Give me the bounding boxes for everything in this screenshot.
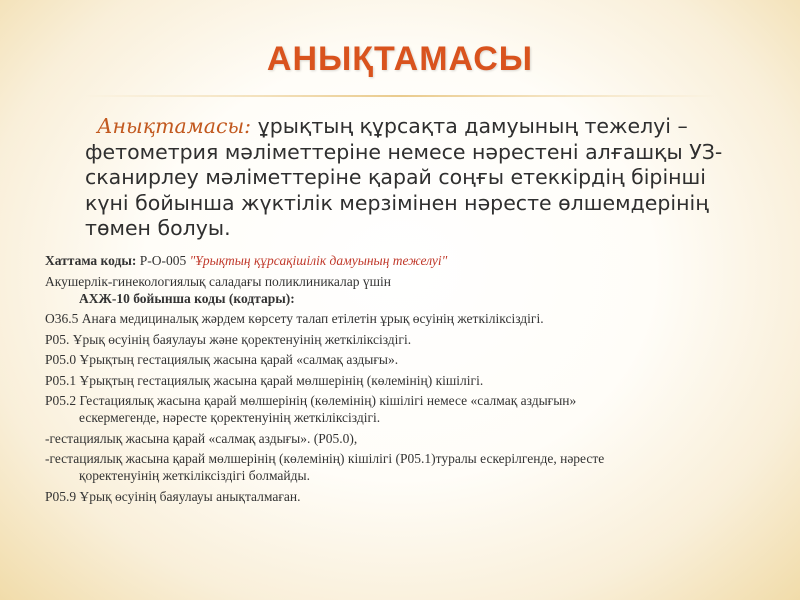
protocol-name: "Ұрықтың құрсақішілік дамуының тежелуі" xyxy=(189,253,448,268)
code-item: -гестациялық жасына қарай «салмақ аздығы». (Р05.0), xyxy=(45,430,358,446)
scope-line: Акушерлік-гинекологиялық саладағы поликлиникалар үшін xyxy=(45,273,391,289)
code-item: Р05.9 Ұрық өсуінің баяулауы анықталмаған. xyxy=(45,488,301,504)
protocol-line xyxy=(45,252,765,269)
code-item: Р05.0 Ұрықтың гестациялық жасына қарай «салмақ аздығы». xyxy=(45,352,399,367)
protocol-label: Хаттама коды: xyxy=(45,253,137,268)
icd-heading: АХЖ-10 бойынша коды (кодтары): xyxy=(79,290,295,306)
code-item: -гестациялық жасына қарай мөлшерінің (көлемінің) кішілігі (Р05.1)туралы ескерілгенде, нәресте xyxy=(45,451,605,466)
definition-paragraph xyxy=(85,114,745,242)
code-item: Р05.1 Ұрықтың гестациялық жасына қарай мөлшерінің (көлемінің) кішілігі. xyxy=(45,372,484,388)
code-item: қоректенуінің жеткіліксіздігі болмайды. xyxy=(79,468,310,483)
slide-title: АНЫҚТАМАСЫ xyxy=(266,40,534,78)
title-divider xyxy=(85,95,715,97)
code-item: О36.5 Анаға медициналық жәрдем көрсету талап етілетін ұрық өсуінің жеткіліксіздігі. xyxy=(45,311,544,326)
definition-lead: Анықтамасы: xyxy=(97,114,252,138)
code-item: Р05.2 Гестациялық жасына қарай мөлшерінің (көлемінің) кішілігі немесе «салмақ аздығын» xyxy=(45,393,577,408)
code-item: ескермегенде, нәресте қоректенуінің жеткіліксіздігі. xyxy=(79,410,381,425)
protocol-details xyxy=(45,252,765,508)
definition-text: ұрықтың құрсақта дамуының тежелуі – фетометрия мәліметтеріне немесе нәрестені алғашқы УЗ-сканирлеу мәліметтеріне қарай соңғы етеккірдің бірінші күні бойынша жүктілік мерзімінен нәресте өлшемдерінің төмен болуы. xyxy=(85,114,723,240)
protocol-code: Р-О-005 xyxy=(136,253,190,268)
code-item: Р05. Ұрық өсуінің баяулауы және қоректенуінің жеткіліксіздігі. xyxy=(45,331,412,347)
